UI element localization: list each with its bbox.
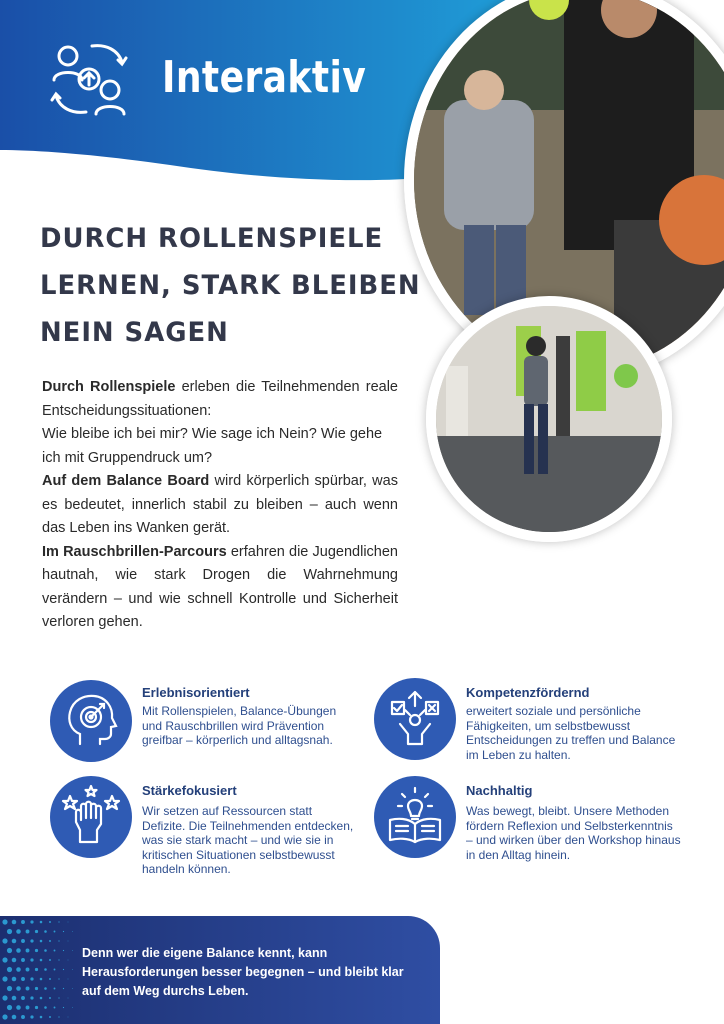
body-text (42, 376, 398, 635)
paragraph-balance-board (42, 470, 398, 541)
goggles-text: erfahren die Jugendlichen hautnah, wie stark Drogen die Wahrnehmung verändern – und wie schnell Kontrolle und Sicherheit verloren gehen. (42, 543, 398, 630)
headline-line-2: LERNEN, STARK BLEIBEN (40, 270, 421, 301)
paragraph-questions: Wie bleibe ich bei mir? Wie sage ich Nein? Wie gehe ich mit Gruppendruck um? (42, 426, 383, 466)
balance-board-text: wird körperlich spürbar, was es bedeutet, innerlich stabil zu bleiben – auch wenn das Leben ins Wanken gerät. (42, 473, 398, 536)
feature-title-sustainable: Nachhaltig (466, 783, 533, 798)
paragraph-goggles (42, 541, 398, 635)
feature-title-competence: Kompetenzfördernd (466, 685, 590, 700)
paragraph-roleplay (42, 376, 398, 423)
page-title: Interaktiv (162, 52, 367, 103)
headline-line-3: NEIN SAGEN (40, 317, 229, 348)
bold-goggles: Im Rauschbrillen-Parcours (42, 543, 227, 560)
feature-text-sustainable: Was bewegt, bleibt. Unsere Methoden fördern Reflexion und Selbsterkenntnis – und wirken über den Workshop hinaus in den Alltag hinein. (466, 804, 681, 862)
head-target-icon (50, 680, 132, 762)
feature-title-strength: Stärkefokusiert (142, 783, 237, 798)
bold-roleplay: Durch Rollenspiele (42, 379, 176, 395)
person-choices-icon (374, 678, 456, 760)
people-exchange-icon (46, 36, 132, 122)
roleplay-text: erleben die Teilnehmenden reale Entscheidungssituationen: (42, 379, 398, 419)
headline-line-1: DURCH ROLLENSPIELE (40, 223, 384, 254)
fist-stars-icon (50, 776, 132, 858)
headline (40, 215, 420, 356)
photo-balance-board (426, 296, 672, 542)
feature-text-experience: Mit Rollenspielen, Balance-Übungen und Rauschbrillen wird Prävention greifbar – körperlich und alltagsnah. (142, 704, 337, 747)
bold-balance-board: Auf dem Balance Board (42, 473, 210, 489)
feature-text-competence: erweitert soziale und persönliche Fähigkeiten, um selbstbewusst Entscheidungen zu treffen und Balance im Leben zu halten. (466, 704, 676, 762)
feature-title-experience: Erlebnisorientiert (142, 685, 250, 700)
dot-pattern-decoration (0, 916, 80, 1024)
feature-text-strength: Wir setzen auf Ressourcen statt Defizite. Die Teilnehmenden entdecken, was sie stark macht – und wie sie in kritischen Situationen selbstbewusst handeln können. (142, 804, 354, 876)
footer-text: Denn wer die eigene Balance kennt, kann Herausforderungen besser begegnen – und bleibt klar auf dem Weg durchs Leben. (82, 946, 404, 998)
book-lightbulb-icon (374, 776, 456, 858)
